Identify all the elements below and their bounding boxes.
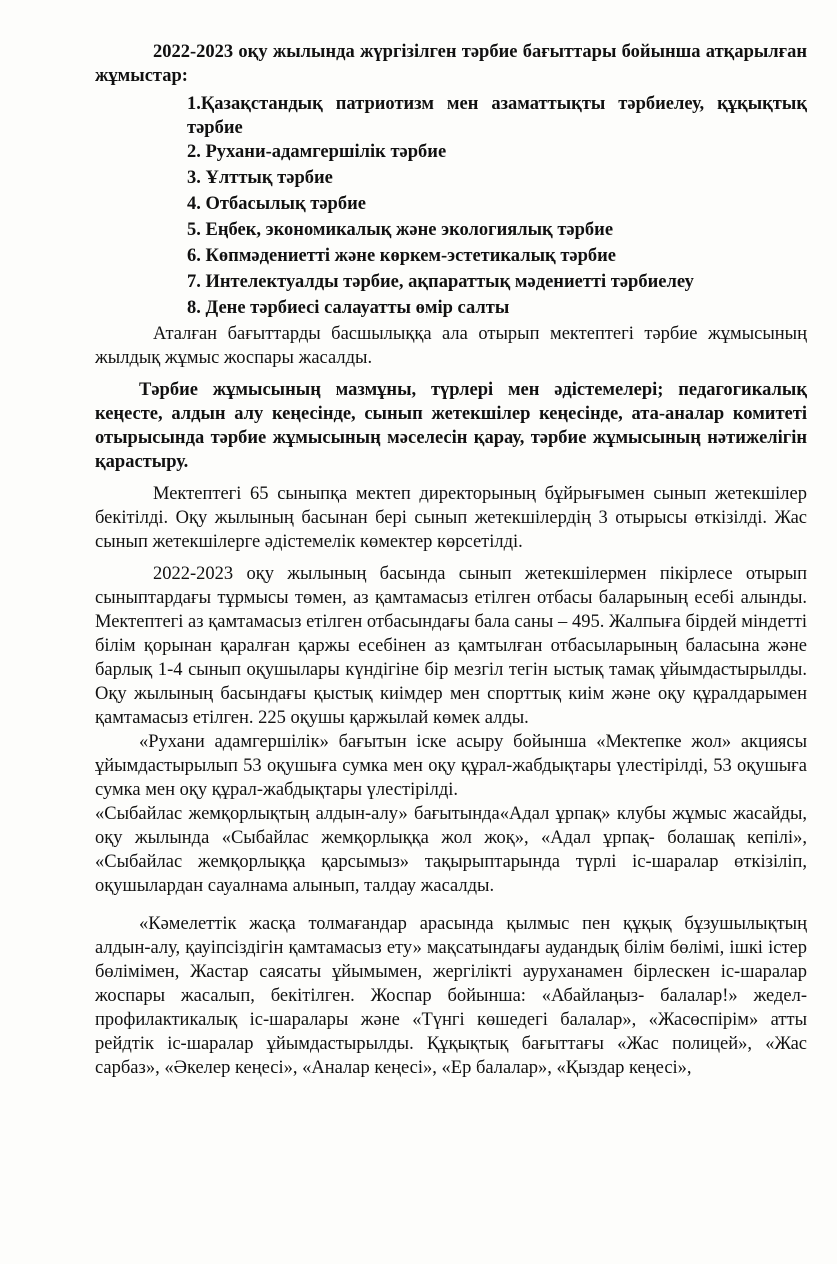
paragraph-content-methods: Тәрбие жұмысының мазмұны, түрлері мен әдістемелері; педагогикалық кеңесте, алдын алу кеңесінде, сынып жетекшілер кеңесінде, ата-аналар комитеті отырысында тәрбие жұмысының мәселесін қарау, тәрбие жұмысының нәтижелігін қарастыру. — [95, 380, 807, 472]
direction-item-6: 6. Көпмәдениетті және көркем-эстетикалық тәрбие — [187, 246, 617, 266]
direction-item-1: 1.Қазақстандық патриотизм мен азаматтықты тәрбиелеу, құқықтық тәрбие — [187, 94, 807, 138]
direction-item-4: 4. Отбасылық тәрбие — [187, 194, 366, 214]
paragraph-anticorruption: «Сыбайлас жемқорлықтың алдын-алу» бағытында«Адал ұрпақ» клубы жұмыс жасайды, оқу жылында «Сыбайлас жемқорлыққа жол жоқ», «Адал ұрпақ- болашақ кепілі», «Сыбайлас жемқорлыққа қарсымыз» тақырыптарында түрлі іс-шаралар өткізіліп, оқушылардан сауалнама алынып, талдау жасалды. — [95, 804, 807, 896]
paragraph-plan: Аталған бағыттарды басшылыққа ала отырып мектептегі тәрбие жұмысының жылдық жұмыс жоспары жасалды. — [95, 324, 807, 368]
directions-list — [95, 92, 807, 322]
document-body — [95, 40, 807, 1080]
direction-item-3: 3. Ұлттық тәрбие — [187, 168, 333, 188]
paragraph-class-teachers: Мектептегі 65 сыныпқа мектеп директорының бұйрығымен сынып жетекшілер бекітілді. Оқу жылының басынан бері сынып жетекшілердің 3 отырысы өткізілді. Жас сынып жетекшілерге әдістемелік көмектер көрсетілді. — [95, 484, 807, 552]
direction-item-2: 2. Рухани-адамгершілік тәрбие — [187, 142, 447, 162]
direction-item-8: 8. Дене тәрбиесі салауатты өмір салты — [187, 298, 510, 318]
paragraph-social-support: 2022-2023 оқу жылының басында сынып жетекшілермен пікірлесе отырып сыныптардағы тұрмысы төмен, аз қамтамасыз етілген отбасы баларының есебі алынды. Мектептегі аз қамтамасыз етілген отбасындағы бала саны – 495. Жалпыға бірдей міндетті білім қорынан қаралған қаржы есебінен аз қамтылған отбасыларының баласына және барлық 1-4 сынып оқушылары күндігіне бір мезгіл тегін ыстық тамақ ұйымдастырылды. Оқу жылының басындағы қыстық киімдер мен спорттық киім және оқу құралдарымен қамтамасыз етілген. 225 оқушы қаржылай көмек алды. — [95, 564, 807, 728]
direction-item-7: 7. Интелектуалды тәрбие, ақпараттық мәдениетті тәрбиелеу — [187, 272, 694, 292]
direction-item-5: 5. Еңбек, экономикалық және экологиялық тәрбие — [187, 220, 614, 240]
document-title: 2022-2023 оқу жылында жүргізілген тәрбие бағыттары бойынша атқарылған жұмыстар: — [95, 42, 807, 86]
paragraph-prevention: «Кәмелеттік жасқа толмағандар арасында қылмыс пен құқық бұзушылықтың алдын-алу, қауіпсіздігін қамтамасыз ету» мақсатындағы аудандық білім бөлімі, ішкі істер бөлімімен, Жастар саясаты ұйымымен, жергілікті ауруханамен бірлескен іс-шаралар жоспары жасалып, бекітілген. Жоспар бойынша: «Абайлаңыз- балалар!» жедел-профилактикалық іс-шаралары және «Түнгі көшедегі балалар», «Жасөспірім» атты рейдтік іс-шаралар ұйымдастырылды. Құқықтық бағыттағы «Жас полицей», «Жас сарбаз», «Әкелер кеңесі», «Аналар кеңесі», «Ер балалар», «Қыздар кеңесі», — [95, 914, 807, 1078]
paragraph-spiritual: «Рухани адамгершілік» бағытын іске асыру бойынша «Мектепке жол» акциясы ұйымдастырылып 53 оқушыға сумка мен оқу құрал-жабдықтары үлестірілді, 53 оқушыға сумка мен оқу құрал-жабдықтары үлестірілді. — [95, 732, 807, 800]
